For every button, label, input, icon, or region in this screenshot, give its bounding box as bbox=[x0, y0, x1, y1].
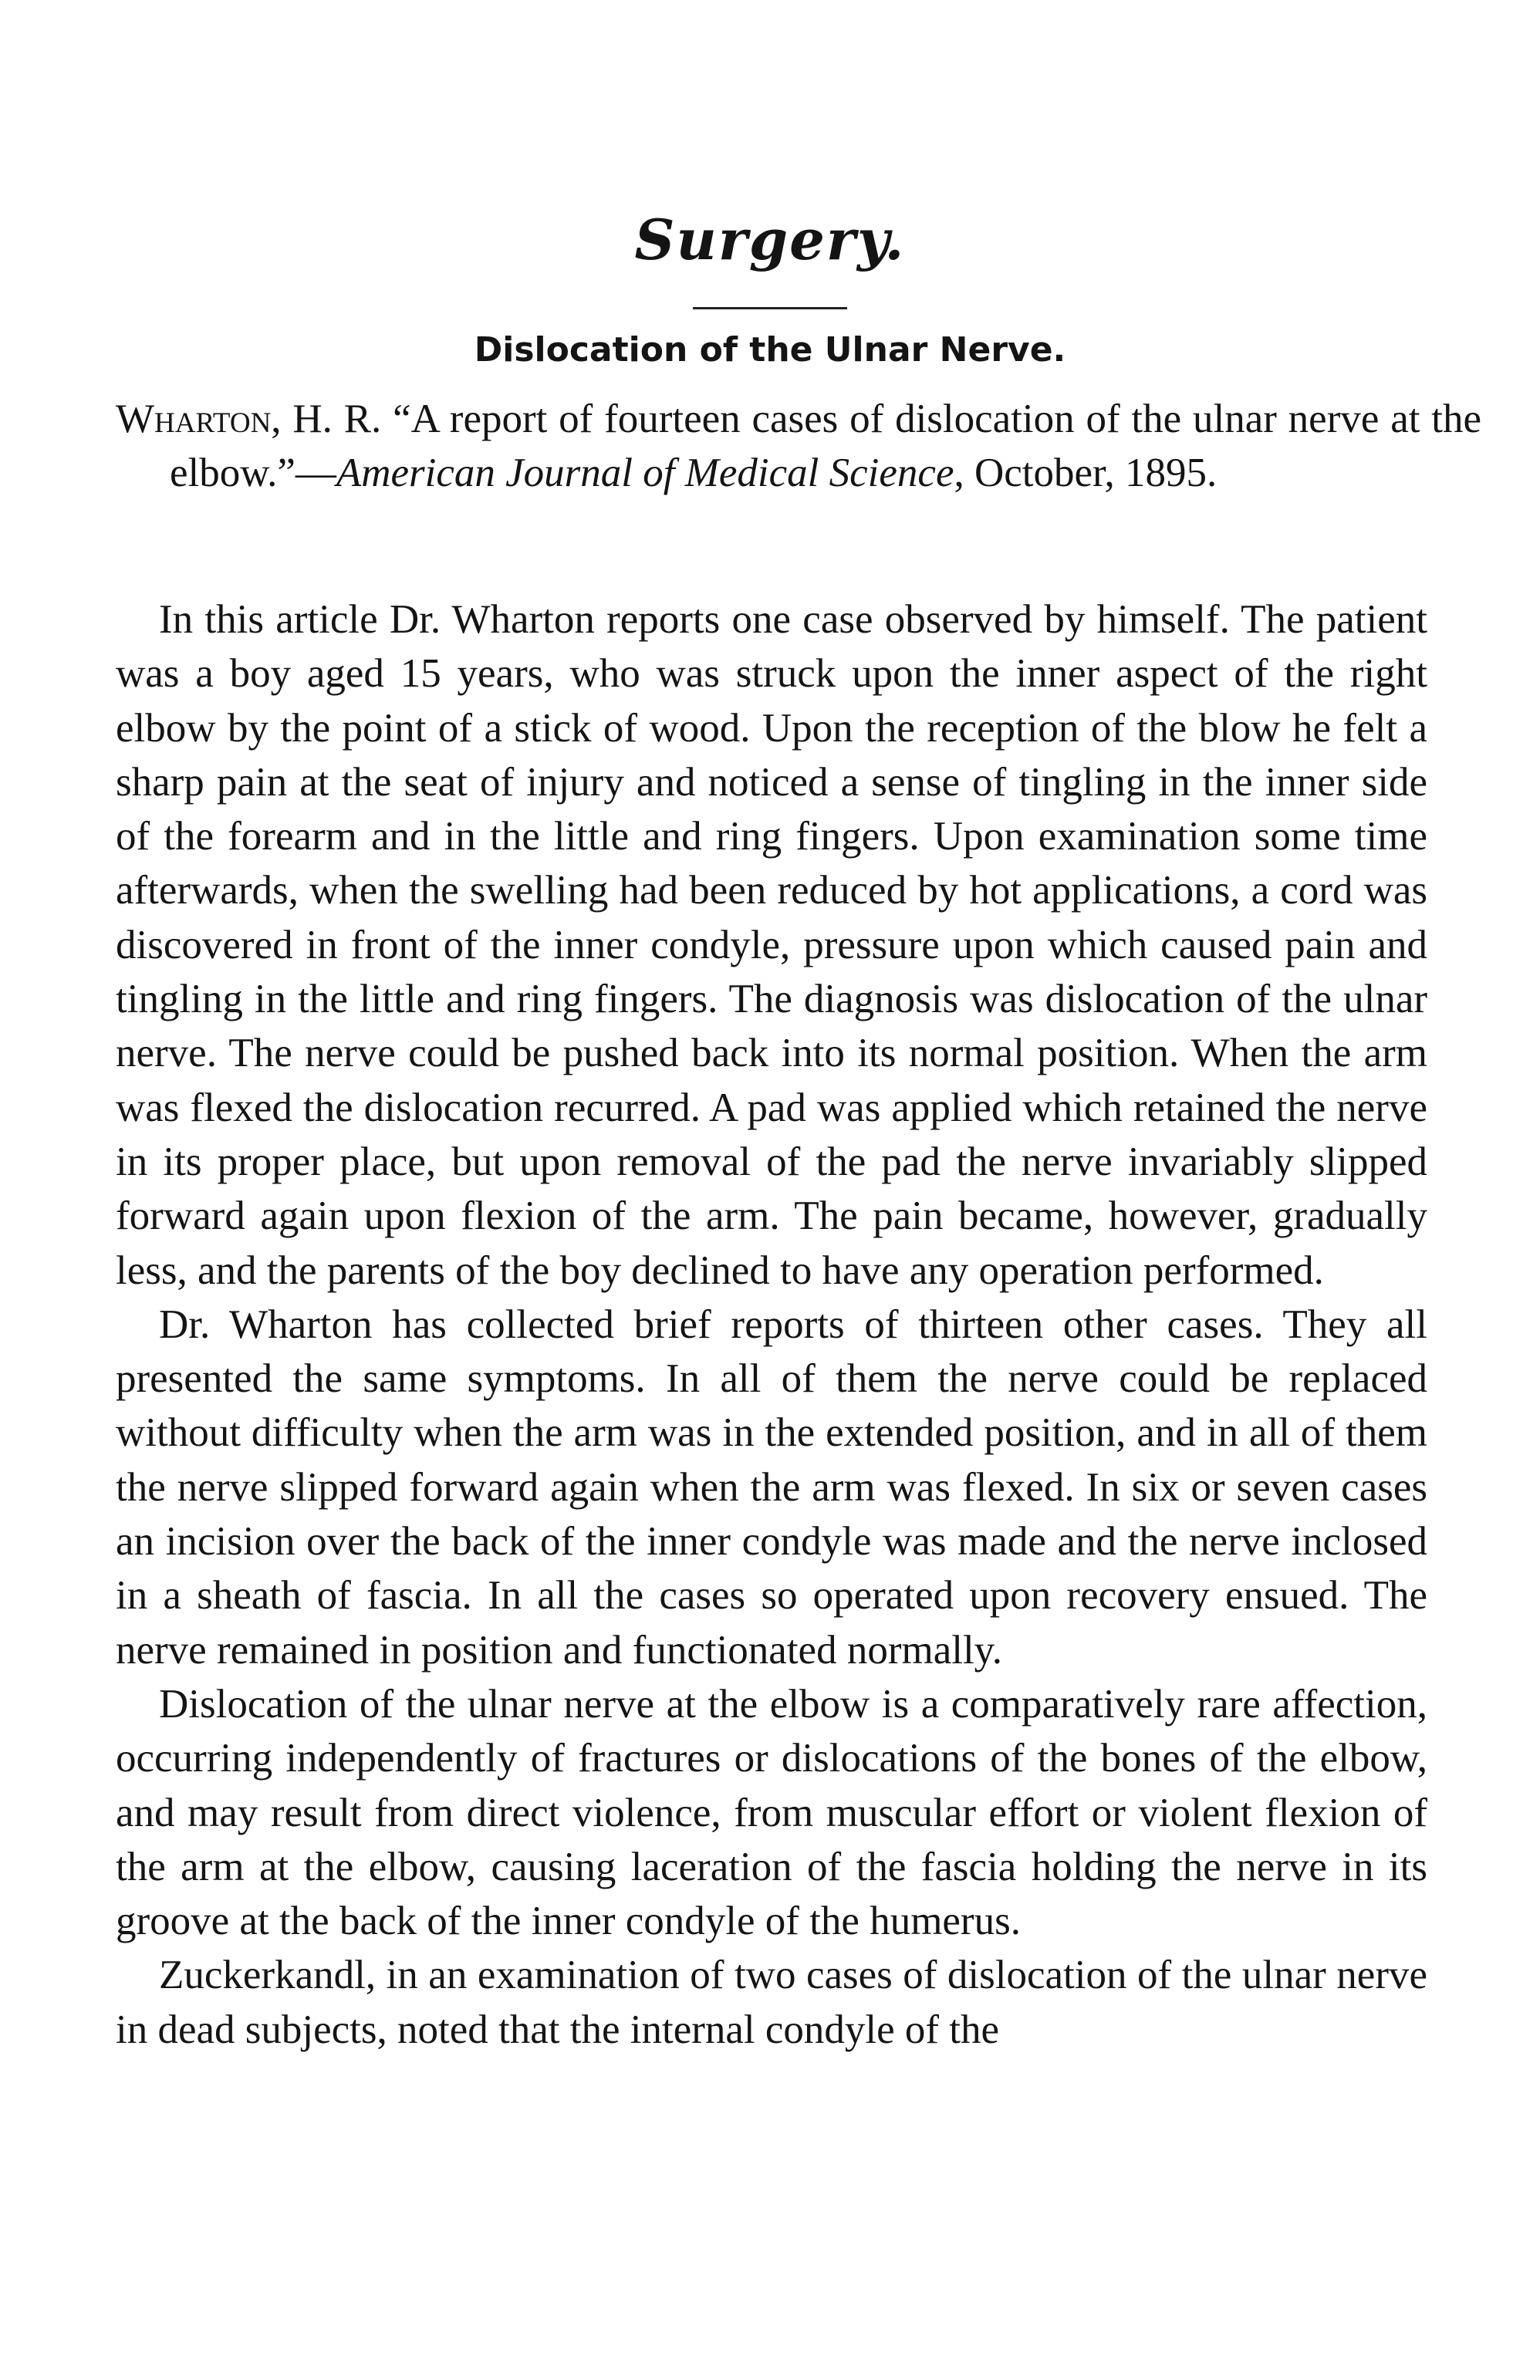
paragraph: Zuckerkandl, in an examination of two cases of dislocation of the ulnar nerve in dead subjects, noted that the internal condyle of the bbox=[116, 1953, 1427, 2052]
citation bbox=[116, 392, 1481, 500]
paragraph: Dislocation of the ulnar nerve at the elbow is a comparatively rare affection, occurring independently of fractures or dislocations of the bones of the elbow, and may result from direct violence, from muscular effort or violent flexion of the arm at the elbow, causing laceration of the fascia holding the nerve in its groove at the back of the inner condyle of the humerus. bbox=[116, 1681, 1427, 1944]
section-heading: Surgery. bbox=[634, 207, 906, 272]
article-body bbox=[116, 592, 1427, 2057]
citation-quote: “A report of fourteen cases of dislocation of the ulnar nerve at the elbow.”— bbox=[170, 397, 1482, 495]
heading-rule bbox=[693, 307, 847, 309]
article-title: Dislocation of the Ulnar Nerve. bbox=[474, 330, 1066, 370]
citation-journal: American Journal of Medical Science bbox=[336, 451, 954, 495]
paragraph: Dr. Wharton has collected brief reports of thirteen other cases. They all presented the same symptoms. In all of them the nerve could be replaced without difficulty when the arm was in the extended position, and in all of them the nerve slipped forward again when the arm was flexed. In six or seven cases an incision over the back of the inner condyle was made and the nerve inclosed in a sheath of fascia. In all the cases so operated upon recovery ensued. The nerve remained in position and functionated normally. bbox=[116, 1301, 1427, 1673]
paragraph: In this article Dr. Wharton reports one case observed by himself. The patient was a boy aged 15 years, who was struck upon the inner aspect of the right elbow by the point of a stick of wood. Upon the reception of the blow he felt a sharp pain at the seat of injury and noticed a sense of tingling in the inner side of the forearm and in the little and ring fingers. Upon examination some time afterwards, when the swelling had been reduced by hot applications, a cord was discovered in front of the inner condyle, pressure upon which caused pain and tingling in the little and ring fingers. The diagnosis was dislocation of the ulnar nerve. The nerve could be pushed back into its normal position. When the arm was flexed the dislocation recurred. A pad was applied which retained the nerve in its proper place, but upon removal of the pad the nerve invariably slipped forward again upon flexion of the arm. The pain became, however, gradually less, and the parents of the boy declined to have any operation performed. bbox=[116, 597, 1427, 1293]
citation-date: , October, 1895. bbox=[954, 451, 1217, 495]
citation-author: Wharton, H. R. bbox=[116, 397, 382, 441]
